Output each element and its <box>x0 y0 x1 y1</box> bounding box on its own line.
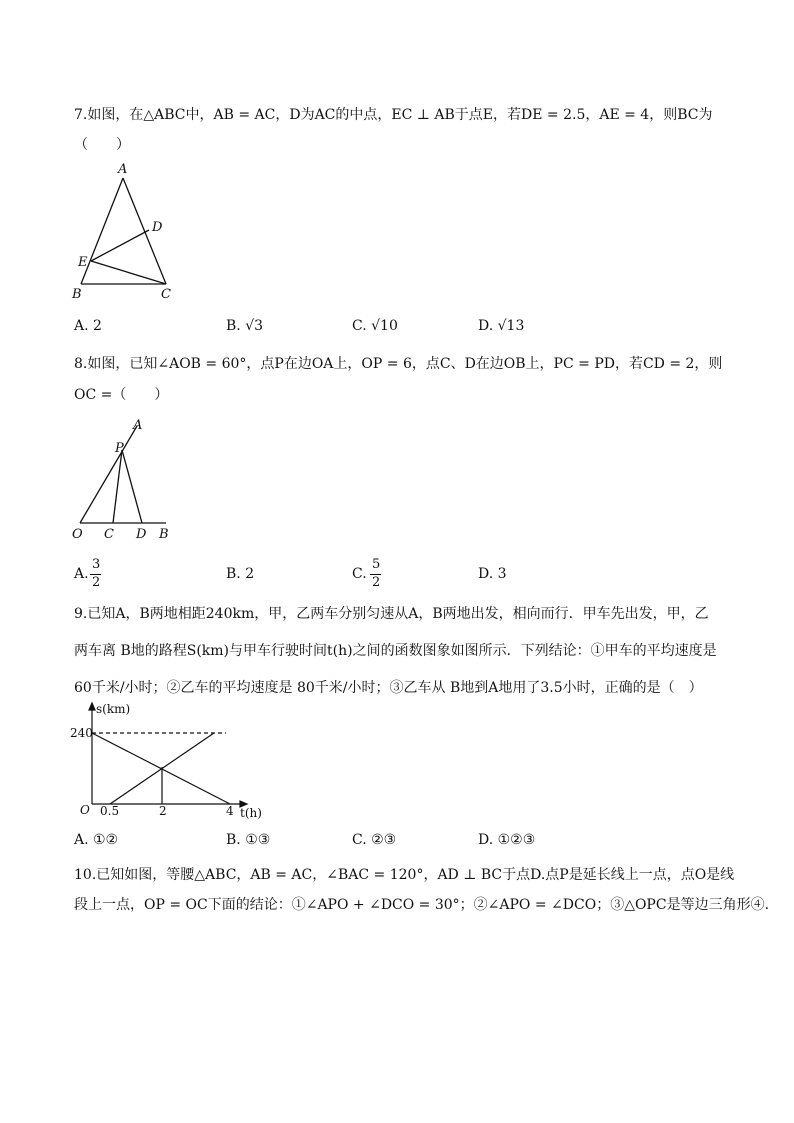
q7-option-a[interactable]: A. 2 <box>74 318 102 334</box>
q9-option-c[interactable]: C. ②③ <box>352 832 397 848</box>
q7-label-e: E <box>78 255 88 270</box>
q7-segment-ed <box>91 230 149 261</box>
q8-text-line1: 8.如图，已知∠AOB = 60°，点P在边OA上，OP = 6，点C、D在边OB上，PC = PD，若CD = 2，则 <box>74 356 723 372</box>
q8-label-o: O <box>72 527 83 542</box>
q8-option-b[interactable]: B. 2 <box>226 566 255 582</box>
q9-y-tick-240: 240 <box>70 726 93 740</box>
q9-x-tick-2: 2 <box>159 804 167 818</box>
q9-graph <box>70 700 270 824</box>
q8-option-c-denominator: 2 <box>372 575 381 590</box>
q7-label-d: D <box>152 220 163 235</box>
q7-text-line1: 7.如图，在△ABC中，AB = AC，D为AC的中点，EC ⊥ AB于点E，若DE = 2.5，AE = 4，则BC为 <box>74 107 713 123</box>
q7-label-b: B <box>72 287 82 302</box>
q8-text-line2: OC =（ ） <box>74 387 169 403</box>
q8-segment-pd <box>122 450 142 523</box>
q9-text-line3: 60千米/小时；②乙车的平均速度是 80千米/小时；③乙车从 B地到A地用了3.5小时，正确的是（ ） <box>74 680 703 696</box>
q9-y-axis-arrow <box>89 703 95 710</box>
q8-segment-pc <box>113 450 122 523</box>
q9-option-d[interactable]: D. ①②③ <box>478 832 536 848</box>
q7-label-c: C <box>161 287 171 302</box>
q9-text-line1: 9.已知A，B两地相距240km，甲，乙两车分别匀速从A，B两地出发，相向而行．甲车先出发，甲，乙 <box>74 606 709 622</box>
q10-text-line2: 段上一点，OP = OC下面的结论：①∠APO + ∠DCO = 30°；②∠APO = ∠DCO；③△OPC是等边三角形④. <box>74 897 770 913</box>
q8-label-c: C <box>104 527 114 542</box>
q8-option-a-prefix: A. <box>74 566 89 582</box>
q8-label-a: A <box>133 418 143 433</box>
q8-label-d: D <box>136 527 147 542</box>
q8-option-c-prefix: C. <box>352 566 367 582</box>
q9-x-label: t(h) <box>240 806 262 820</box>
q7-option-c[interactable]: C. √10 <box>352 318 398 334</box>
q9-text-line2: 两车离 B地的路程S(km)与甲车行驶时间t(h)之间的函数图象如图所示．下列结论：①甲车的平均速度是 <box>74 643 717 659</box>
q7-figure <box>60 158 190 308</box>
q8-label-b: B <box>159 527 169 542</box>
q8-option-c-numerator: 5 <box>372 557 381 572</box>
q9-option-b[interactable]: B. ①③ <box>226 832 271 848</box>
q7-segment-ec <box>91 261 166 284</box>
q9-x-tick-4: 4 <box>226 804 234 818</box>
q7-text-line2: （ ） <box>74 137 130 153</box>
q8-option-a-numerator: 3 <box>92 557 101 572</box>
q7-option-b[interactable]: B. √3 <box>226 318 264 334</box>
q7-label-a: A <box>118 162 128 177</box>
q8-label-p: P <box>115 441 124 456</box>
q9-origin-label: O <box>80 803 90 817</box>
q9-option-a[interactable]: A. ①② <box>74 832 119 848</box>
q8-figure <box>66 414 186 546</box>
q8-option-d[interactable]: D. 3 <box>478 566 507 582</box>
q9-y-label: s(km) <box>96 702 131 716</box>
q9-x-tick-05: 0.5 <box>100 804 120 818</box>
q7-option-d[interactable]: D. √13 <box>478 318 525 334</box>
q8-option-a-denominator: 2 <box>92 575 101 590</box>
q10-text-line1: 10.已知如图，等腰△ABC，AB = AC，∠BAC = 120°，AD ⊥ BC于点D.点P是延长线上一点，点O是线 <box>74 867 735 883</box>
